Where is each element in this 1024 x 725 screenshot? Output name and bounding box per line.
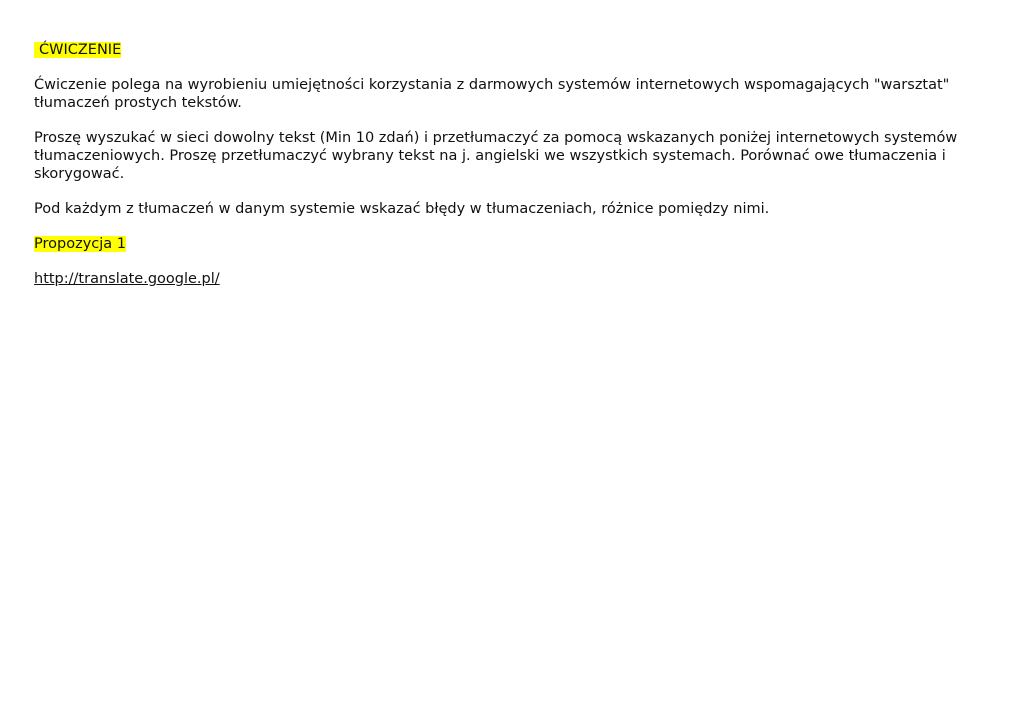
document-page	[34, 41, 984, 305]
errors-paragraph: Pod każdym z tłumaczeń w danym systemie wskazać błędy w tłumaczeniach, różnice pomiędzy nimi.	[34, 201, 770, 217]
intro-paragraph: Ćwiczenie polega na wyrobieniu umiejętności korzystania z darmowych systemów internetowych wspomagających "warsztat" tłumaczeń prostych tekstów.	[34, 77, 950, 111]
proposal-label: Propozycja 1	[34, 236, 126, 252]
heading-paragraph	[34, 41, 984, 59]
instructions-paragraph: Proszę wyszukać w sieci dowolny tekst (Min 10 zdań) i przetłumaczyć za pomocą wskazanych poniżej internetowych systemów tłumaczeniowych. Proszę przetłumaczyć wybrany tekst na j. angielski we wszystkich systemach. Porównać owe tłumaczenia i skorygować.	[34, 130, 958, 182]
proposal-paragraph	[34, 235, 984, 253]
document-heading: ĆWICZENIE	[34, 42, 121, 58]
link-paragraph	[34, 270, 984, 288]
google-translate-link[interactable]: http://translate.google.pl/	[34, 271, 220, 287]
